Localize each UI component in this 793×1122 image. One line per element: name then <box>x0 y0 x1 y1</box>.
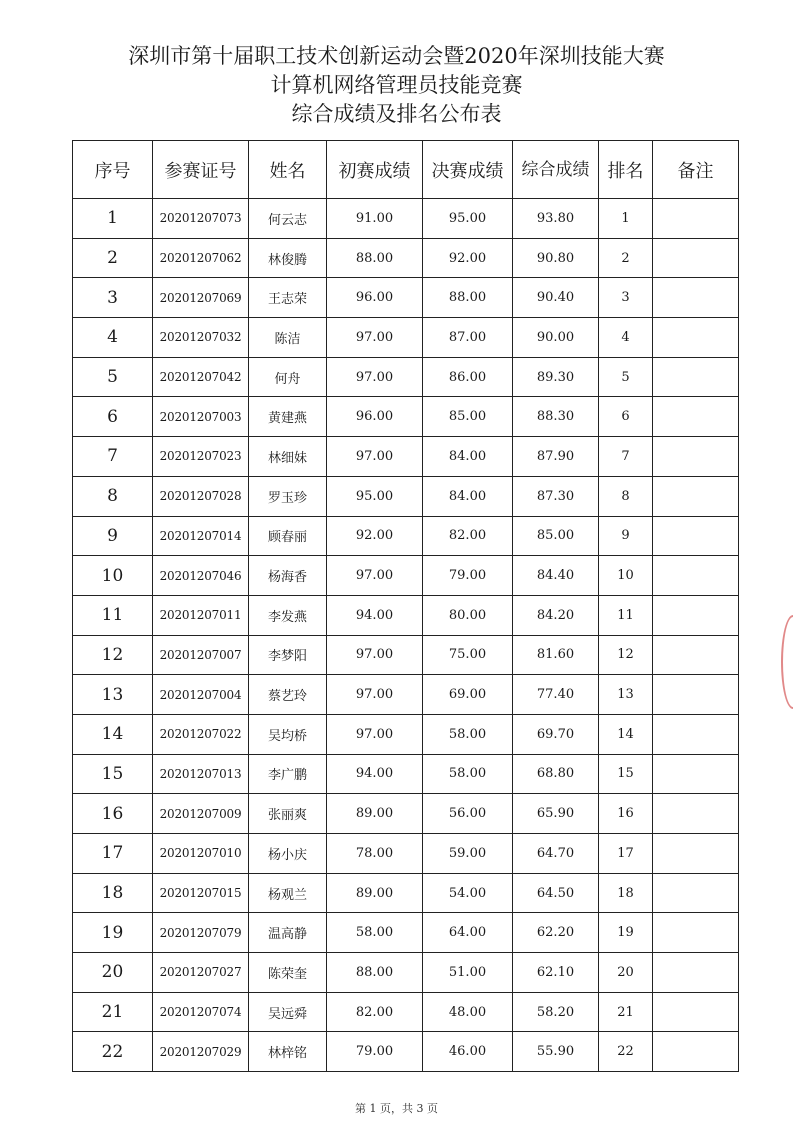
document-title-line3: 综合成绩及排名公布表 <box>291 102 502 126</box>
cell-name: 何云志 <box>249 199 327 239</box>
header-remark: 备注 <box>653 141 739 199</box>
cell-rank: 11 <box>599 595 653 635</box>
header-overall: 综合成绩 <box>513 141 599 199</box>
cell-final: 48.00 <box>423 992 513 1032</box>
cell-seq: 13 <box>73 675 153 715</box>
cell-id: 20201207010 <box>153 834 249 874</box>
table-row <box>73 953 739 993</box>
cell-final: 88.00 <box>423 278 513 318</box>
cell-remark <box>653 595 739 635</box>
cell-overall: 90.00 <box>513 318 599 358</box>
cell-rank: 13 <box>599 675 653 715</box>
cell-final: 84.00 <box>423 476 513 516</box>
cell-seq: 5 <box>73 357 153 397</box>
cell-prelim: 94.00 <box>327 754 423 794</box>
cell-prelim: 92.00 <box>327 516 423 556</box>
cell-overall: 64.50 <box>513 873 599 913</box>
cell-overall: 87.90 <box>513 437 599 477</box>
cell-overall: 55.90 <box>513 1032 599 1072</box>
cell-overall: 89.30 <box>513 357 599 397</box>
cell-overall: 62.10 <box>513 953 599 993</box>
header-final: 决赛成绩 <box>423 141 513 199</box>
cell-id: 20201207011 <box>153 595 249 635</box>
cell-final: 54.00 <box>423 873 513 913</box>
cell-name: 王志荣 <box>249 278 327 318</box>
cell-rank: 17 <box>599 834 653 874</box>
document-title-line1: 深圳市第十届职工技术创新运动会暨2020年深圳技能大赛 <box>128 44 665 68</box>
cell-rank: 4 <box>599 318 653 358</box>
cell-overall: 69.70 <box>513 714 599 754</box>
cell-remark <box>653 834 739 874</box>
cell-name: 陈洁 <box>249 318 327 358</box>
cell-seq: 9 <box>73 516 153 556</box>
cell-id: 20201207015 <box>153 873 249 913</box>
cell-final: 46.00 <box>423 1032 513 1072</box>
cell-name: 蔡艺玲 <box>249 675 327 715</box>
cell-id: 20201207029 <box>153 1032 249 1072</box>
cell-name: 张丽爽 <box>249 794 327 834</box>
cell-rank: 22 <box>599 1032 653 1072</box>
table-row <box>73 516 739 556</box>
table-row <box>73 635 739 675</box>
table-row <box>73 318 739 358</box>
cell-remark <box>653 1032 739 1072</box>
cell-overall: 77.40 <box>513 675 599 715</box>
cell-overall: 62.20 <box>513 913 599 953</box>
cell-seq: 6 <box>73 397 153 437</box>
cell-name: 陈荣奎 <box>249 953 327 993</box>
cell-seq: 1 <box>73 199 153 239</box>
cell-overall: 68.80 <box>513 754 599 794</box>
cell-rank: 20 <box>599 953 653 993</box>
cell-name: 杨海香 <box>249 556 327 596</box>
header-name: 姓名 <box>249 141 327 199</box>
cell-seq: 19 <box>73 913 153 953</box>
cell-final: 64.00 <box>423 913 513 953</box>
table-row <box>73 437 739 477</box>
cell-id: 20201207062 <box>153 238 249 278</box>
cell-id: 20201207042 <box>153 357 249 397</box>
cell-remark <box>653 199 739 239</box>
cell-overall: 90.40 <box>513 278 599 318</box>
cell-overall: 93.80 <box>513 199 599 239</box>
cell-final: 87.00 <box>423 318 513 358</box>
cell-seq: 11 <box>73 595 153 635</box>
cell-rank: 12 <box>599 635 653 675</box>
cell-prelim: 97.00 <box>327 635 423 675</box>
cell-remark <box>653 278 739 318</box>
cell-final: 69.00 <box>423 675 513 715</box>
cell-id: 20201207027 <box>153 953 249 993</box>
cell-id: 20201207009 <box>153 794 249 834</box>
cell-final: 75.00 <box>423 635 513 675</box>
table-row <box>73 873 739 913</box>
cell-id: 20201207069 <box>153 278 249 318</box>
table-row <box>73 754 739 794</box>
cell-final: 56.00 <box>423 794 513 834</box>
cell-seq: 7 <box>73 437 153 477</box>
cell-prelim: 79.00 <box>327 1032 423 1072</box>
cell-prelim: 97.00 <box>327 556 423 596</box>
cell-prelim: 95.00 <box>327 476 423 516</box>
cell-id: 20201207014 <box>153 516 249 556</box>
cell-remark <box>653 754 739 794</box>
cell-remark <box>653 516 739 556</box>
header-id: 参赛证号 <box>153 141 249 199</box>
cell-overall: 65.90 <box>513 794 599 834</box>
cell-prelim: 97.00 <box>327 714 423 754</box>
cell-name: 黄建燕 <box>249 397 327 437</box>
cell-name: 杨小庆 <box>249 834 327 874</box>
cell-seq: 2 <box>73 238 153 278</box>
cell-id: 20201207032 <box>153 318 249 358</box>
cell-remark <box>653 238 739 278</box>
cell-remark <box>653 714 739 754</box>
cell-id: 20201207028 <box>153 476 249 516</box>
cell-remark <box>653 635 739 675</box>
cell-rank: 7 <box>599 437 653 477</box>
cell-remark <box>653 318 739 358</box>
cell-prelim: 89.00 <box>327 873 423 913</box>
cell-rank: 10 <box>599 556 653 596</box>
cell-name: 杨观兰 <box>249 873 327 913</box>
cell-remark <box>653 437 739 477</box>
seal-stamp-edge <box>781 615 793 709</box>
cell-seq: 8 <box>73 476 153 516</box>
cell-seq: 12 <box>73 635 153 675</box>
cell-prelim: 89.00 <box>327 794 423 834</box>
cell-name: 吴远舜 <box>249 992 327 1032</box>
cell-id: 20201207079 <box>153 913 249 953</box>
cell-remark <box>653 476 739 516</box>
cell-final: 82.00 <box>423 516 513 556</box>
cell-prelim: 97.00 <box>327 437 423 477</box>
cell-prelim: 96.00 <box>327 278 423 318</box>
cell-final: 51.00 <box>423 953 513 993</box>
cell-rank: 19 <box>599 913 653 953</box>
cell-id: 20201207022 <box>153 714 249 754</box>
cell-id: 20201207046 <box>153 556 249 596</box>
header-rank: 排名 <box>599 141 653 199</box>
cell-seq: 21 <box>73 992 153 1032</box>
table-row <box>73 992 739 1032</box>
header-prelim: 初赛成绩 <box>327 141 423 199</box>
cell-final: 92.00 <box>423 238 513 278</box>
cell-overall: 90.80 <box>513 238 599 278</box>
table-row <box>73 595 739 635</box>
cell-rank: 9 <box>599 516 653 556</box>
cell-id: 20201207003 <box>153 397 249 437</box>
cell-remark <box>653 556 739 596</box>
cell-remark <box>653 873 739 913</box>
cell-id: 20201207007 <box>153 635 249 675</box>
cell-seq: 16 <box>73 794 153 834</box>
cell-final: 80.00 <box>423 595 513 635</box>
cell-final: 59.00 <box>423 834 513 874</box>
cell-remark <box>653 397 739 437</box>
cell-prelim: 97.00 <box>327 318 423 358</box>
cell-final: 85.00 <box>423 397 513 437</box>
cell-seq: 18 <box>73 873 153 913</box>
table-row <box>73 834 739 874</box>
table-body <box>73 199 739 1072</box>
table-row <box>73 556 739 596</box>
cell-rank: 15 <box>599 754 653 794</box>
cell-name: 李梦阳 <box>249 635 327 675</box>
cell-seq: 15 <box>73 754 153 794</box>
cell-remark <box>653 675 739 715</box>
cell-final: 95.00 <box>423 199 513 239</box>
cell-name: 顾春丽 <box>249 516 327 556</box>
cell-rank: 1 <box>599 199 653 239</box>
cell-rank: 16 <box>599 794 653 834</box>
cell-overall: 84.20 <box>513 595 599 635</box>
cell-prelim: 82.00 <box>327 992 423 1032</box>
cell-name: 何舟 <box>249 357 327 397</box>
table-row <box>73 714 739 754</box>
table-row <box>73 357 739 397</box>
cell-name: 李发燕 <box>249 595 327 635</box>
cell-prelim: 94.00 <box>327 595 423 635</box>
table-row <box>73 794 739 834</box>
table-row <box>73 1032 739 1072</box>
cell-name: 温高静 <box>249 913 327 953</box>
cell-name: 罗玉珍 <box>249 476 327 516</box>
header-seq: 序号 <box>73 141 153 199</box>
cell-name: 林俊腾 <box>249 238 327 278</box>
cell-final: 58.00 <box>423 714 513 754</box>
page-footer: 第 1 页，共 3 页 <box>355 1102 438 1115</box>
cell-seq: 17 <box>73 834 153 874</box>
cell-overall: 85.00 <box>513 516 599 556</box>
table-row <box>73 675 739 715</box>
cell-name: 林细妹 <box>249 437 327 477</box>
cell-overall: 64.70 <box>513 834 599 874</box>
cell-prelim: 78.00 <box>327 834 423 874</box>
table-row <box>73 476 739 516</box>
table-row <box>73 913 739 953</box>
cell-overall: 81.60 <box>513 635 599 675</box>
cell-rank: 2 <box>599 238 653 278</box>
cell-final: 58.00 <box>423 754 513 794</box>
cell-id: 20201207004 <box>153 675 249 715</box>
cell-name: 吴均桥 <box>249 714 327 754</box>
cell-prelim: 91.00 <box>327 199 423 239</box>
cell-id: 20201207073 <box>153 199 249 239</box>
cell-final: 79.00 <box>423 556 513 596</box>
cell-seq: 10 <box>73 556 153 596</box>
cell-id: 20201207074 <box>153 992 249 1032</box>
cell-seq: 3 <box>73 278 153 318</box>
cell-final: 84.00 <box>423 437 513 477</box>
cell-name: 李广鹏 <box>249 754 327 794</box>
cell-remark <box>653 953 739 993</box>
cell-prelim: 96.00 <box>327 397 423 437</box>
table-row <box>73 397 739 437</box>
cell-name: 林梓铭 <box>249 1032 327 1072</box>
cell-rank: 8 <box>599 476 653 516</box>
cell-rank: 5 <box>599 357 653 397</box>
cell-seq: 22 <box>73 1032 153 1072</box>
cell-remark <box>653 913 739 953</box>
header-row <box>73 141 739 199</box>
cell-remark <box>653 357 739 397</box>
cell-overall: 88.30 <box>513 397 599 437</box>
table-row <box>73 199 739 239</box>
cell-seq: 4 <box>73 318 153 358</box>
cell-rank: 14 <box>599 714 653 754</box>
cell-remark <box>653 794 739 834</box>
cell-prelim: 97.00 <box>327 675 423 715</box>
cell-rank: 18 <box>599 873 653 913</box>
cell-overall: 87.30 <box>513 476 599 516</box>
cell-overall: 58.20 <box>513 992 599 1032</box>
table-row <box>73 238 739 278</box>
cell-rank: 6 <box>599 397 653 437</box>
cell-overall: 84.40 <box>513 556 599 596</box>
cell-prelim: 88.00 <box>327 238 423 278</box>
cell-final: 86.00 <box>423 357 513 397</box>
cell-id: 20201207023 <box>153 437 249 477</box>
cell-prelim: 97.00 <box>327 357 423 397</box>
cell-prelim: 88.00 <box>327 953 423 993</box>
document-title-line2: 计算机网络管理员技能竞赛 <box>270 73 523 97</box>
cell-prelim: 58.00 <box>327 913 423 953</box>
table-row <box>73 278 739 318</box>
results-table <box>72 140 739 1072</box>
cell-rank: 21 <box>599 992 653 1032</box>
cell-seq: 14 <box>73 714 153 754</box>
cell-rank: 3 <box>599 278 653 318</box>
cell-seq: 20 <box>73 953 153 993</box>
cell-remark <box>653 992 739 1032</box>
cell-id: 20201207013 <box>153 754 249 794</box>
